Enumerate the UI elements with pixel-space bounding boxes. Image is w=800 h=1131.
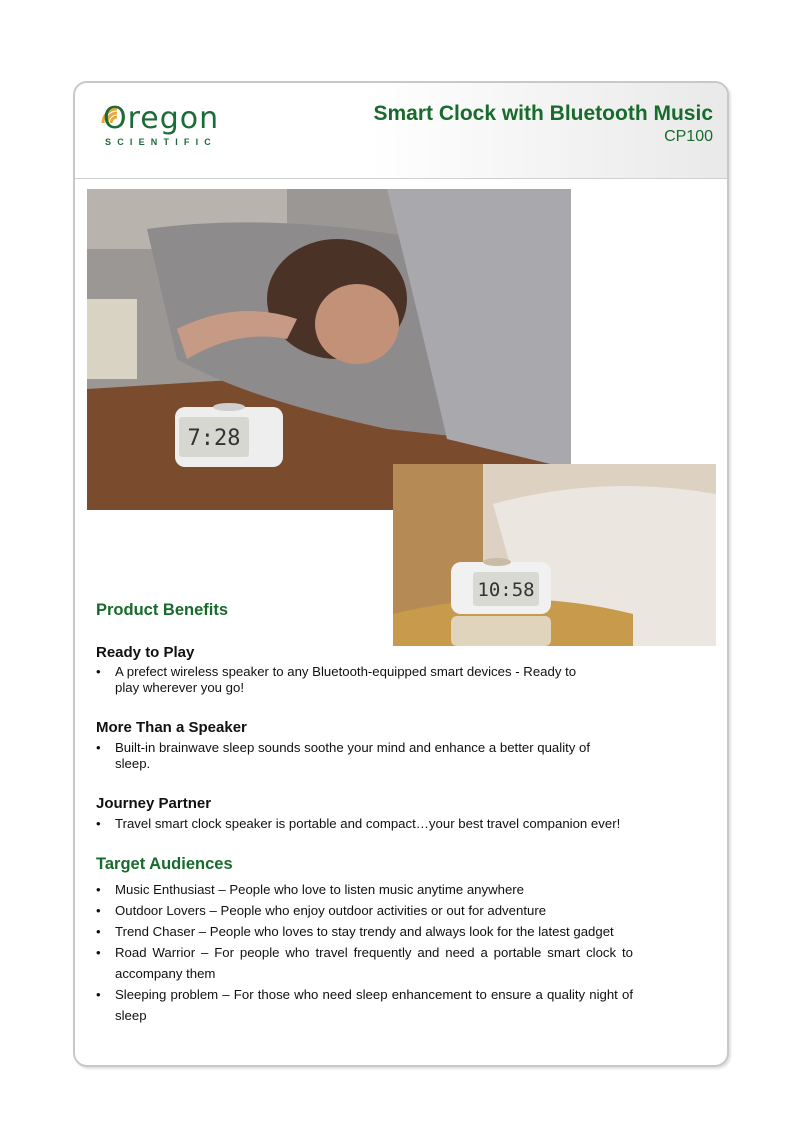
bullet-marker: • (96, 740, 101, 755)
target-audiences-heading: Target Audiences (96, 855, 233, 873)
bullet-marker: • (96, 882, 101, 897)
benefit-title: Journey Partner (96, 795, 212, 812)
bullet-marker: • (96, 903, 101, 918)
clock-device (175, 403, 283, 467)
bullet-marker: • (96, 924, 101, 939)
product-model: CP100 (664, 128, 713, 145)
clock-display-time: 7:28 (187, 426, 241, 451)
benefit-bullet (96, 664, 596, 698)
bullet-marker: • (96, 945, 101, 960)
benefit-title: Ready to Play (96, 644, 195, 661)
brand-logo (99, 101, 229, 151)
brand-name: Oregon (103, 101, 220, 136)
bullet-marker: • (96, 987, 101, 1002)
product-sheet-card (73, 81, 729, 1067)
audience-text: Road Warrior – For people who travel frequently and need a portable smart clock to accompany them (115, 945, 633, 981)
benefit-text: Travel smart clock speaker is portable and compact…your best travel companion ever! (115, 816, 621, 831)
audience-text: Sleeping problem – For those who need sleep enhancement to ensure a quality night of sleep (115, 987, 633, 1023)
audience-text: Outdoor Lovers – People who enjoy outdoor activities or out for adventure (115, 903, 547, 918)
product-title: Smart Clock with Bluetooth Music (373, 102, 713, 125)
audience-item (96, 900, 636, 921)
bullet-marker: • (96, 816, 101, 831)
clock-device (451, 558, 551, 646)
audience-text: Music Enthusiast – People who love to listen music anytime anywhere (115, 882, 525, 897)
brand-subname: SCIENTIFIC (105, 137, 218, 147)
audience-item (96, 921, 636, 942)
clock-display-time: 10:58 (477, 579, 535, 601)
benefit-bullet (96, 740, 596, 774)
header-banner (75, 83, 727, 179)
benefit-title: More Than a Speaker (96, 719, 247, 736)
audience-text: Trend Chaser – People who loves to stay trendy and always look for the latest gadget (115, 924, 614, 939)
lifestyle-photo-bedroom (87, 189, 571, 510)
audience-item (96, 942, 636, 984)
bedroom-scene-illustration (87, 189, 571, 510)
benefit-bullet (96, 816, 656, 834)
bullet-marker: • (96, 664, 101, 679)
bedside-scene-illustration (393, 464, 716, 646)
benefit-text: Built-in brainwave sleep sounds soothe your mind and enhance a better quality of sleep. (115, 740, 591, 771)
audience-item (96, 984, 636, 1026)
audience-item (96, 879, 636, 900)
lifestyle-photo-bedside (393, 464, 716, 646)
product-benefits-heading: Product Benefits (96, 601, 229, 619)
benefit-text: A prefect wireless speaker to any Bluetooth-equipped smart devices - Ready to play wherever you go! (115, 664, 577, 695)
